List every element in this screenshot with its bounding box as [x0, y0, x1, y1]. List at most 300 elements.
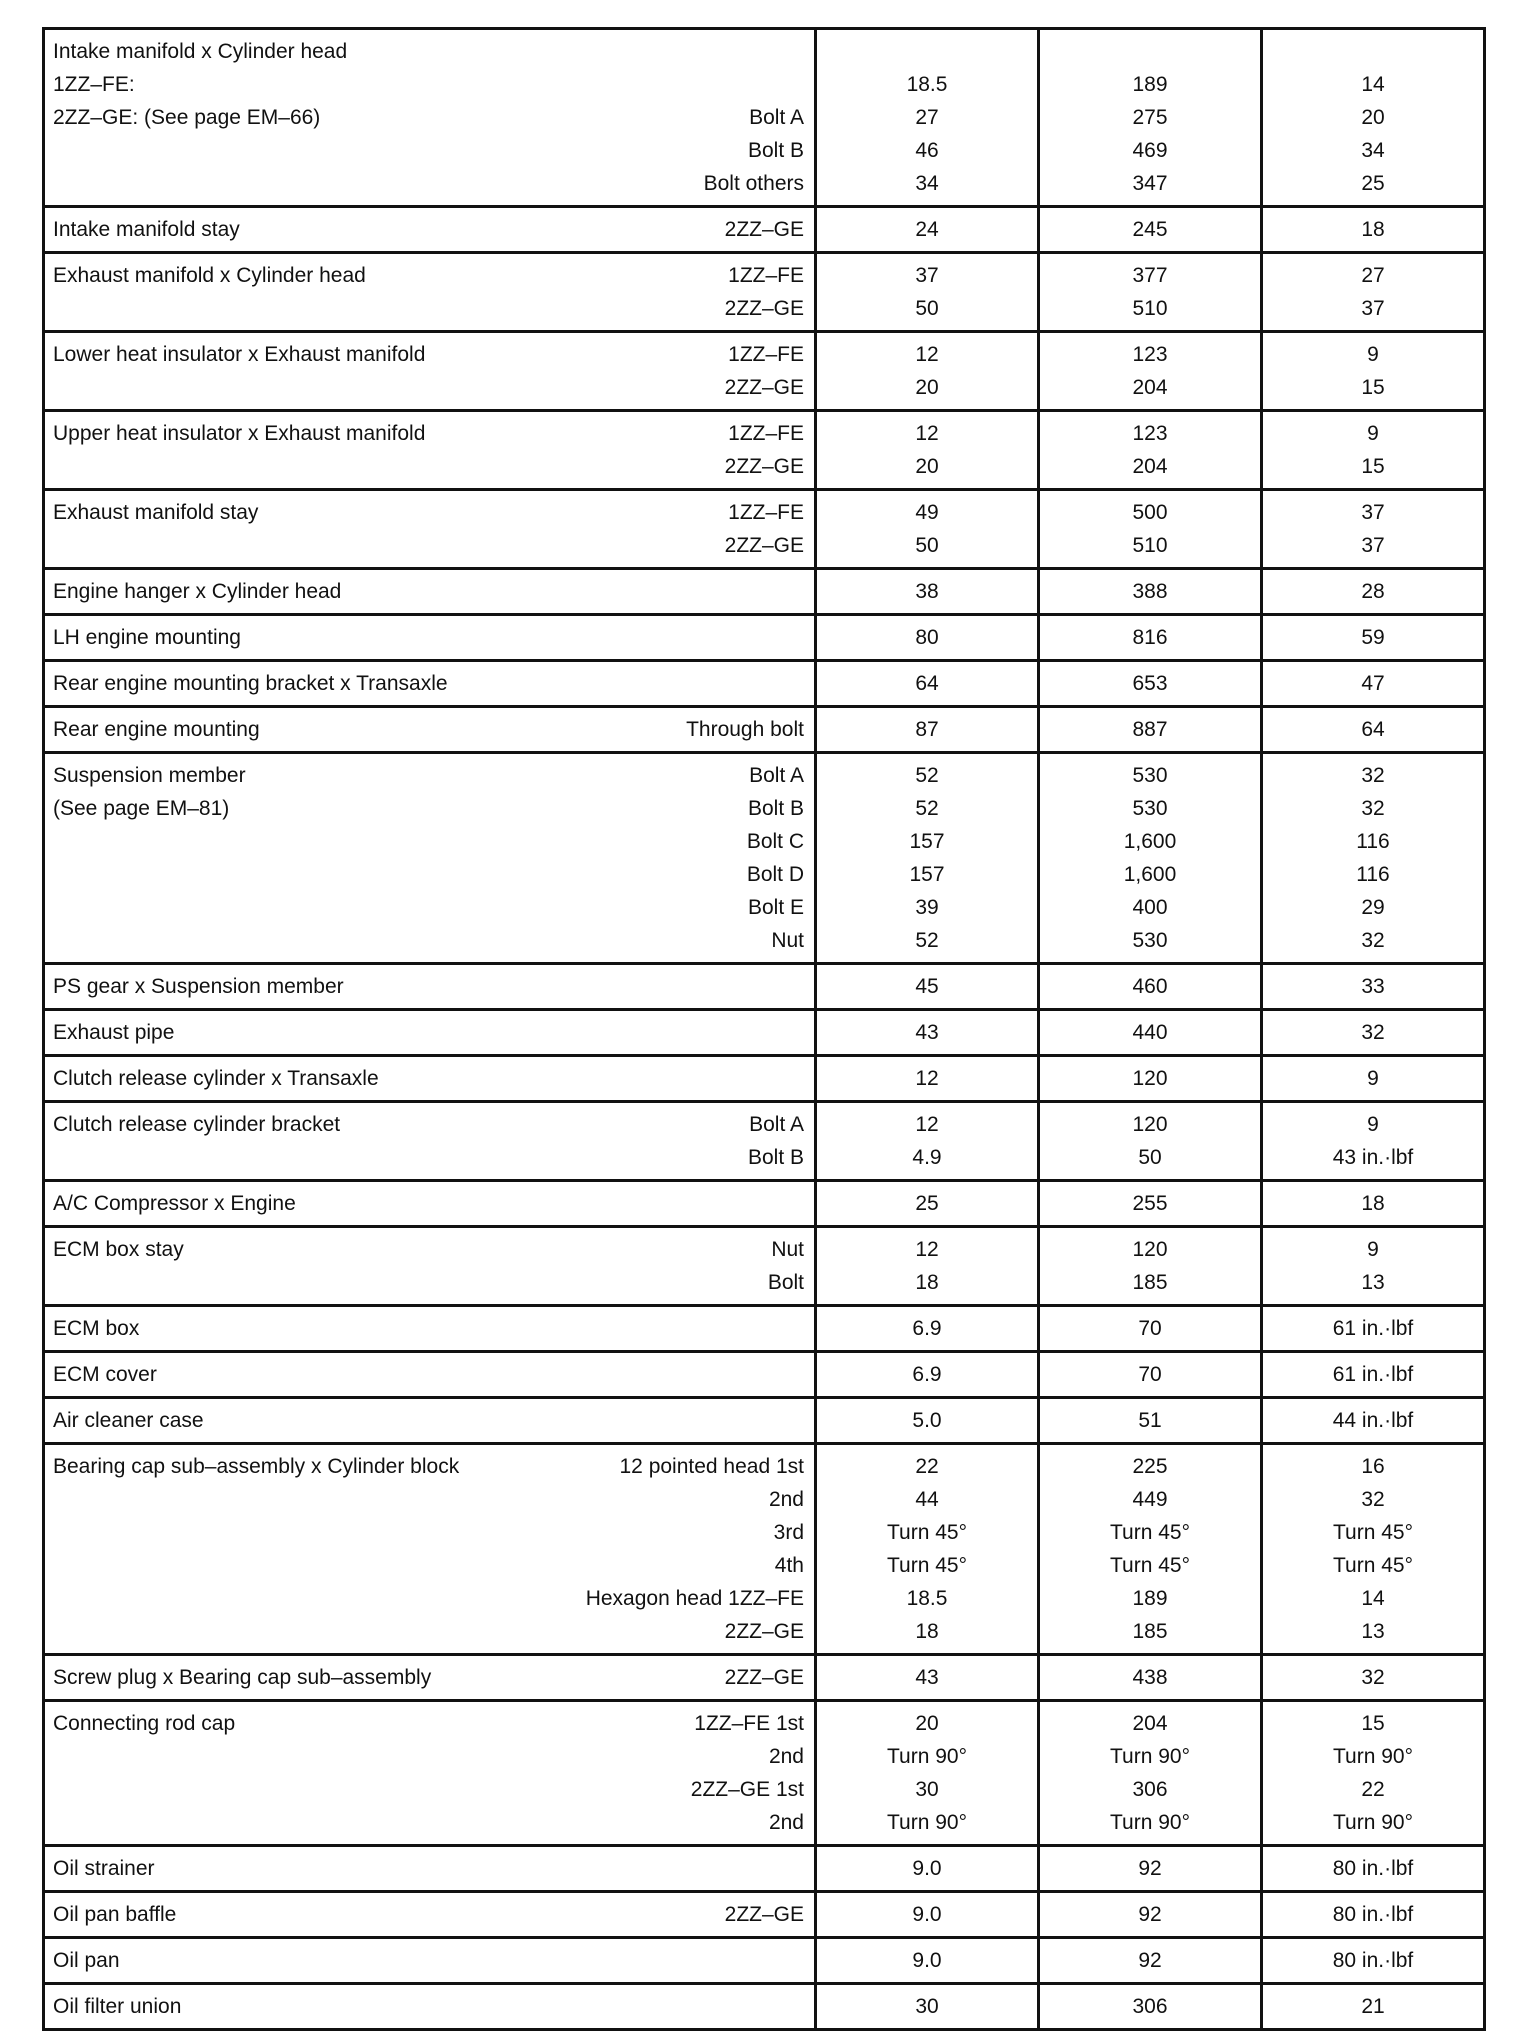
torque-value: 30	[915, 1778, 939, 1801]
part-name	[53, 1898, 176, 1931]
torque-ftlbf-cell	[1262, 615, 1485, 661]
torque-kgfcm-cell	[1039, 569, 1262, 615]
part-name-line: Air cleaner case	[53, 1409, 204, 1432]
part-cell	[44, 1306, 816, 1352]
torque-ftlbf-cell	[1262, 207, 1485, 253]
spec-label: Bolt A	[749, 106, 804, 129]
spec-label: Bolt others	[703, 172, 804, 195]
table-row	[44, 1398, 1485, 1444]
torque-value: 185	[1132, 1620, 1168, 1643]
table-row-group	[44, 1181, 1485, 1227]
part-name-line: Exhaust manifold x Cylinder head	[53, 264, 366, 287]
part-name	[53, 1707, 235, 1839]
torque-nm-cell	[816, 1181, 1039, 1227]
torque-nm-cell	[816, 1444, 1039, 1655]
table-row-group	[44, 1444, 1485, 1655]
torque-value: 653	[1132, 672, 1168, 695]
torque-nm-cell	[816, 1892, 1039, 1938]
torque-ftlbf-cell	[1262, 569, 1485, 615]
torque-value: 52	[915, 797, 939, 820]
spec-label: Bolt C	[746, 830, 804, 853]
torque-value: 15	[1361, 455, 1385, 478]
part-cell	[44, 1444, 816, 1655]
torque-ftlbf-cell	[1262, 490, 1485, 569]
part-name-line: Exhaust manifold stay	[53, 501, 259, 524]
part-cell	[44, 1984, 816, 2030]
torque-nm-cell	[816, 490, 1039, 569]
table-row-group	[44, 253, 1485, 332]
spec-label: 12 pointed head 1st	[619, 1455, 804, 1478]
torque-value: 255	[1132, 1192, 1168, 1215]
torque-kgfcm-cell	[1039, 1655, 1262, 1701]
torque-value: 12	[915, 343, 939, 366]
torque-value: 22	[915, 1455, 939, 1478]
torque-value: 64	[1361, 718, 1385, 741]
torque-value: 20	[915, 1712, 939, 1735]
torque-kgfcm-cell	[1039, 1892, 1262, 1938]
torque-nm-cell	[816, 1846, 1039, 1892]
torque-value: 37	[915, 264, 939, 287]
table-row-group	[44, 569, 1485, 615]
part-name-line: 2ZZ–GE: (See page EM–66)	[53, 106, 321, 129]
torque-value: 9.0	[912, 1903, 942, 1926]
torque-value: 9	[1367, 1113, 1379, 1136]
part-name-line: Exhaust pipe	[53, 1021, 175, 1044]
torque-value: 32	[1361, 764, 1385, 787]
spec-label: Bolt B	[747, 139, 804, 162]
part-name	[53, 1108, 340, 1174]
part-cell	[44, 964, 816, 1010]
table-row	[44, 661, 1485, 707]
spec-label: Bolt B	[747, 1146, 804, 1169]
part-name-line: Lower heat insulator x Exhaust manifold	[53, 343, 426, 366]
table-row-group	[44, 1938, 1485, 1984]
part-name-line: Bearing cap sub–assembly x Cylinder block	[53, 1455, 460, 1478]
torque-value: 438	[1132, 1666, 1168, 1689]
torque-kgfcm-cell	[1039, 411, 1262, 490]
part-cell	[44, 1701, 816, 1846]
torque-nm-cell	[816, 1938, 1039, 1984]
torque-kgfcm-cell	[1039, 207, 1262, 253]
torque-value: 27	[1361, 264, 1385, 287]
torque-value: 9	[1367, 1067, 1379, 1090]
torque-value: 34	[915, 172, 939, 195]
table-row-group	[44, 207, 1485, 253]
table-row	[44, 29, 1485, 207]
torque-kgfcm-cell	[1039, 615, 1262, 661]
torque-ftlbf-cell	[1262, 1701, 1485, 1846]
part-cell	[44, 29, 816, 207]
torque-kgfcm-cell	[1039, 1398, 1262, 1444]
torque-value: 50	[1138, 1146, 1162, 1169]
spec-condition	[747, 759, 804, 957]
table-row	[44, 1102, 1485, 1181]
torque-nm-cell	[816, 411, 1039, 490]
spec-label: Bolt D	[746, 863, 804, 886]
table-row-group	[44, 661, 1485, 707]
torque-value: 37	[1361, 534, 1385, 557]
torque-value: 30	[915, 1995, 939, 2018]
part-name-line: Connecting rod cap	[53, 1712, 236, 1735]
torque-value: 24	[915, 218, 939, 241]
torque-value: 22	[1361, 1778, 1385, 1801]
torque-kgfcm-cell	[1039, 1352, 1262, 1398]
torque-value: 52	[915, 764, 939, 787]
torque-value: 80	[915, 626, 939, 649]
torque-value: 5.0	[912, 1409, 942, 1432]
torque-value: 70	[1138, 1317, 1162, 1340]
torque-value: 887	[1132, 718, 1168, 741]
torque-value	[821, 35, 1033, 68]
torque-ftlbf-cell	[1262, 1102, 1485, 1181]
spec-label: 1ZZ–FE	[728, 264, 804, 287]
spec-condition	[686, 713, 804, 746]
torque-value: Turn 45°	[1333, 1521, 1413, 1544]
torque-value: 6.9	[912, 1317, 942, 1340]
torque-kgfcm-cell	[1039, 1938, 1262, 1984]
part-name-line: Screw plug x Bearing cap sub–assembly	[53, 1666, 432, 1689]
torque-ftlbf-cell	[1262, 253, 1485, 332]
table-row	[44, 1056, 1485, 1102]
torque-value: 80 in.·lbf	[1332, 1857, 1414, 1880]
part-name	[53, 1852, 155, 1885]
table-row-group	[44, 1352, 1485, 1398]
torque-value: 37	[1361, 297, 1385, 320]
torque-value: 116	[1356, 863, 1390, 886]
part-name	[53, 417, 425, 483]
table-row	[44, 1701, 1485, 1846]
torque-value: 530	[1132, 929, 1168, 952]
spec-condition	[748, 1108, 804, 1174]
torque-value: 92	[1138, 1903, 1162, 1926]
torque-ftlbf-cell	[1262, 1655, 1485, 1701]
torque-value: Turn 90°	[887, 1745, 967, 1768]
table-row	[44, 1655, 1485, 1701]
table-row-group	[44, 1056, 1485, 1102]
table-row-group	[44, 753, 1485, 964]
torque-ftlbf-cell	[1262, 1938, 1485, 1984]
torque-value: 28	[1361, 580, 1385, 603]
part-name-line: Oil filter union	[53, 1995, 182, 2018]
torque-value: 27	[915, 106, 939, 129]
torque-value: 460	[1132, 975, 1168, 998]
part-cell	[44, 1846, 816, 1892]
part-name	[53, 621, 241, 654]
torque-value: 185	[1132, 1271, 1168, 1294]
torque-kgfcm-cell	[1039, 707, 1262, 753]
part-name	[53, 1944, 120, 1977]
part-cell	[44, 1010, 816, 1056]
table-row-group	[44, 332, 1485, 411]
table-row	[44, 253, 1485, 332]
table-row	[44, 1846, 1485, 1892]
table-row	[44, 1227, 1485, 1306]
part-cell	[44, 1398, 816, 1444]
torque-value: 157	[909, 830, 945, 853]
part-cell	[44, 1892, 816, 1938]
torque-kgfcm-cell	[1039, 1056, 1262, 1102]
torque-value: Turn 90°	[1333, 1745, 1413, 1768]
part-cell	[44, 1655, 816, 1701]
torque-value: 18	[1361, 1192, 1385, 1215]
torque-value: 32	[1361, 797, 1385, 820]
torque-value: 92	[1138, 1857, 1162, 1880]
part-name	[53, 970, 344, 1003]
torque-nm-cell	[816, 1655, 1039, 1701]
torque-kgfcm-cell	[1039, 964, 1262, 1010]
torque-value: 25	[1361, 172, 1385, 195]
part-name	[53, 338, 425, 404]
torque-kgfcm-cell	[1039, 29, 1262, 207]
torque-value: 245	[1132, 218, 1168, 241]
part-name	[53, 213, 240, 246]
torque-value: 120	[1132, 1113, 1168, 1136]
torque-value: 9.0	[912, 1949, 942, 1972]
spec-condition	[691, 1707, 804, 1839]
torque-value: 9	[1367, 1238, 1379, 1261]
spec-label: 3rd	[773, 1521, 804, 1544]
torque-value: 39	[915, 896, 939, 919]
spec-label: 2nd	[768, 1488, 804, 1511]
torque-value: 347	[1132, 172, 1168, 195]
table-row-group	[44, 1655, 1485, 1701]
spec-label: 2ZZ–GE	[724, 534, 804, 557]
spec-label: 2ZZ–GE	[724, 376, 804, 399]
torque-nm-cell	[816, 1227, 1039, 1306]
part-name-line: Upper heat insulator x Exhaust manifold	[53, 422, 426, 445]
torque-nm-cell	[816, 753, 1039, 964]
part-name-line: A/C Compressor x Engine	[53, 1192, 296, 1215]
table-row-group	[44, 1398, 1485, 1444]
torque-value: 18.5	[906, 73, 948, 96]
spec-label: 2ZZ–GE	[724, 297, 804, 320]
part-name-line: Clutch release cylinder bracket	[53, 1113, 341, 1136]
torque-value: 44	[915, 1488, 939, 1511]
torque-value: 33	[1361, 975, 1385, 998]
torque-value: 21	[1361, 1995, 1385, 2018]
part-name	[53, 1016, 174, 1049]
torque-value: 51	[1138, 1409, 1162, 1432]
spec-label: Through bolt	[686, 718, 804, 741]
torque-value: Turn 90°	[1110, 1811, 1190, 1834]
torque-nm-cell	[816, 332, 1039, 411]
torque-value: 120	[1132, 1238, 1168, 1261]
torque-nm-cell	[816, 569, 1039, 615]
torque-nm-cell	[816, 1102, 1039, 1181]
torque-value: 1,600	[1123, 863, 1177, 886]
torque-ftlbf-cell	[1262, 1352, 1485, 1398]
torque-value: 388	[1132, 580, 1168, 603]
part-name	[53, 35, 347, 200]
torque-value: Turn 90°	[1333, 1811, 1413, 1834]
torque-value: 20	[915, 376, 939, 399]
torque-ftlbf-cell	[1262, 1444, 1485, 1655]
torque-value: 116	[1356, 830, 1390, 853]
part-name	[53, 1358, 157, 1391]
torque-value: 500	[1132, 501, 1168, 524]
torque-kgfcm-cell	[1039, 1181, 1262, 1227]
torque-value: 377	[1132, 264, 1168, 287]
torque-nm-cell	[816, 661, 1039, 707]
torque-value: 510	[1132, 534, 1168, 557]
table-row-group	[44, 1306, 1485, 1352]
torque-value: 510	[1132, 297, 1168, 320]
spec-label: Bolt B	[747, 797, 804, 820]
torque-value: 92	[1138, 1949, 1162, 1972]
torque-ftlbf-cell	[1262, 1227, 1485, 1306]
part-name-line: PS gear x Suspension member	[53, 975, 344, 998]
torque-value: Turn 45°	[1110, 1554, 1190, 1577]
torque-kgfcm-cell	[1039, 1102, 1262, 1181]
torque-value: 70	[1138, 1363, 1162, 1386]
part-cell	[44, 1227, 816, 1306]
torque-value: 4.9	[912, 1146, 942, 1169]
spec-label: 4th	[774, 1554, 804, 1577]
torque-kgfcm-cell	[1039, 1701, 1262, 1846]
spec-condition	[725, 338, 804, 404]
torque-value: 20	[915, 455, 939, 478]
part-name-line: Clutch release cylinder x Transaxle	[53, 1067, 379, 1090]
torque-value: 225	[1132, 1455, 1168, 1478]
table-row-group	[44, 490, 1485, 569]
spec-condition	[725, 496, 804, 562]
torque-value: 18	[915, 1620, 939, 1643]
spec-condition	[725, 259, 804, 325]
spec-label: 2ZZ–GE	[724, 455, 804, 478]
part-name	[53, 1233, 184, 1299]
table-row	[44, 1444, 1485, 1655]
torque-value: 18	[915, 1271, 939, 1294]
torque-value: 43 in.·lbf	[1332, 1146, 1414, 1169]
part-name-line: 1ZZ–FE:	[53, 73, 135, 96]
spec-condition	[725, 1661, 804, 1694]
torque-value: 52	[915, 929, 939, 952]
torque-kgfcm-cell	[1039, 753, 1262, 964]
torque-nm-cell	[816, 964, 1039, 1010]
torque-value: Turn 45°	[887, 1554, 967, 1577]
part-name	[53, 667, 448, 700]
spec-label: 1ZZ–FE	[728, 343, 804, 366]
torque-value: 189	[1132, 1587, 1168, 1610]
spec-label: Bolt A	[749, 1113, 804, 1136]
table-row-group	[44, 411, 1485, 490]
torque-value: 43	[915, 1666, 939, 1689]
table-row	[44, 964, 1485, 1010]
torque-nm-cell	[816, 1398, 1039, 1444]
torque-value: Turn 45°	[1110, 1521, 1190, 1544]
part-name-line: Intake manifold x Cylinder head	[53, 40, 348, 63]
part-cell	[44, 490, 816, 569]
spec-condition	[704, 35, 804, 200]
table-row	[44, 1352, 1485, 1398]
part-name-line: Oil pan baffle	[53, 1903, 177, 1926]
torque-value: 449	[1132, 1488, 1168, 1511]
part-name-line: Engine hanger x Cylinder head	[53, 580, 342, 603]
torque-value: 400	[1132, 896, 1168, 919]
spec-label: 2ZZ–GE	[724, 218, 804, 241]
torque-kgfcm-cell	[1039, 1010, 1262, 1056]
torque-value: 440	[1132, 1021, 1168, 1044]
part-name	[53, 1404, 204, 1437]
torque-kgfcm-cell	[1039, 1846, 1262, 1892]
torque-ftlbf-cell	[1262, 411, 1485, 490]
spec-label: 2ZZ–GE	[724, 1666, 804, 1689]
torque-value: 530	[1132, 764, 1168, 787]
torque-value: 44 in.·lbf	[1332, 1409, 1414, 1432]
spec-condition	[586, 1450, 804, 1648]
torque-value: 47	[1361, 672, 1385, 695]
spec-label: 1ZZ–FE 1st	[694, 1712, 804, 1735]
torque-kgfcm-cell	[1039, 1984, 1262, 2030]
torque-ftlbf-cell	[1262, 332, 1485, 411]
torque-value: Turn 90°	[1110, 1745, 1190, 1768]
torque-ftlbf-cell	[1262, 964, 1485, 1010]
torque-value: 61 in.·lbf	[1332, 1363, 1414, 1386]
torque-value: 204	[1132, 1712, 1168, 1735]
torque-kgfcm-cell	[1039, 253, 1262, 332]
spec-label: 2nd	[768, 1811, 804, 1834]
spec-label: Bolt A	[749, 764, 804, 787]
table-row-group	[44, 29, 1485, 207]
torque-nm-cell	[816, 1056, 1039, 1102]
torque-value: 9	[1367, 422, 1379, 445]
torque-value: 80 in.·lbf	[1332, 1903, 1414, 1926]
table-row	[44, 1892, 1485, 1938]
torque-ftlbf-cell	[1262, 1892, 1485, 1938]
spec-label: 2ZZ–GE	[724, 1903, 804, 1926]
part-name-line: Intake manifold stay	[53, 218, 240, 241]
torque-ftlbf-cell	[1262, 29, 1485, 207]
torque-value: 38	[915, 580, 939, 603]
torque-value: 64	[915, 672, 939, 695]
torque-nm-cell	[816, 1306, 1039, 1352]
torque-ftlbf-cell	[1262, 661, 1485, 707]
part-name	[53, 759, 246, 957]
spec-label: Bolt	[767, 1271, 804, 1294]
torque-value: Turn 45°	[887, 1521, 967, 1544]
torque-value: Turn 45°	[1333, 1554, 1413, 1577]
torque-value: 9.0	[912, 1857, 942, 1880]
table-row	[44, 1984, 1485, 2030]
torque-value: 13	[1361, 1271, 1385, 1294]
part-cell	[44, 411, 816, 490]
torque-value: 204	[1132, 455, 1168, 478]
part-name-line: Oil pan	[53, 1949, 120, 1972]
spec-label: 1ZZ–FE	[728, 422, 804, 445]
torque-value: 12	[915, 1067, 939, 1090]
part-name-line: (See page EM–81)	[53, 797, 230, 820]
table-row-group	[44, 1102, 1485, 1181]
torque-value: 87	[915, 718, 939, 741]
torque-value: 530	[1132, 797, 1168, 820]
torque-ftlbf-cell	[1262, 1181, 1485, 1227]
torque-value: 32	[1361, 929, 1385, 952]
spec-label: 2nd	[768, 1745, 804, 1768]
torque-value: 43	[915, 1021, 939, 1044]
torque-value: 18.5	[906, 1587, 948, 1610]
torque-value: 12	[915, 1113, 939, 1136]
torque-kgfcm-cell	[1039, 1227, 1262, 1306]
torque-kgfcm-cell	[1039, 661, 1262, 707]
part-name-line: ECM box	[53, 1317, 140, 1340]
torque-value: 80 in.·lbf	[1332, 1949, 1414, 1972]
part-cell	[44, 1102, 816, 1181]
part-cell	[44, 207, 816, 253]
part-name	[53, 1990, 181, 2023]
spec-label: Hexagon head 1ZZ–FE	[585, 1587, 804, 1610]
torque-value: 15	[1361, 376, 1385, 399]
torque-value: 49	[915, 501, 939, 524]
